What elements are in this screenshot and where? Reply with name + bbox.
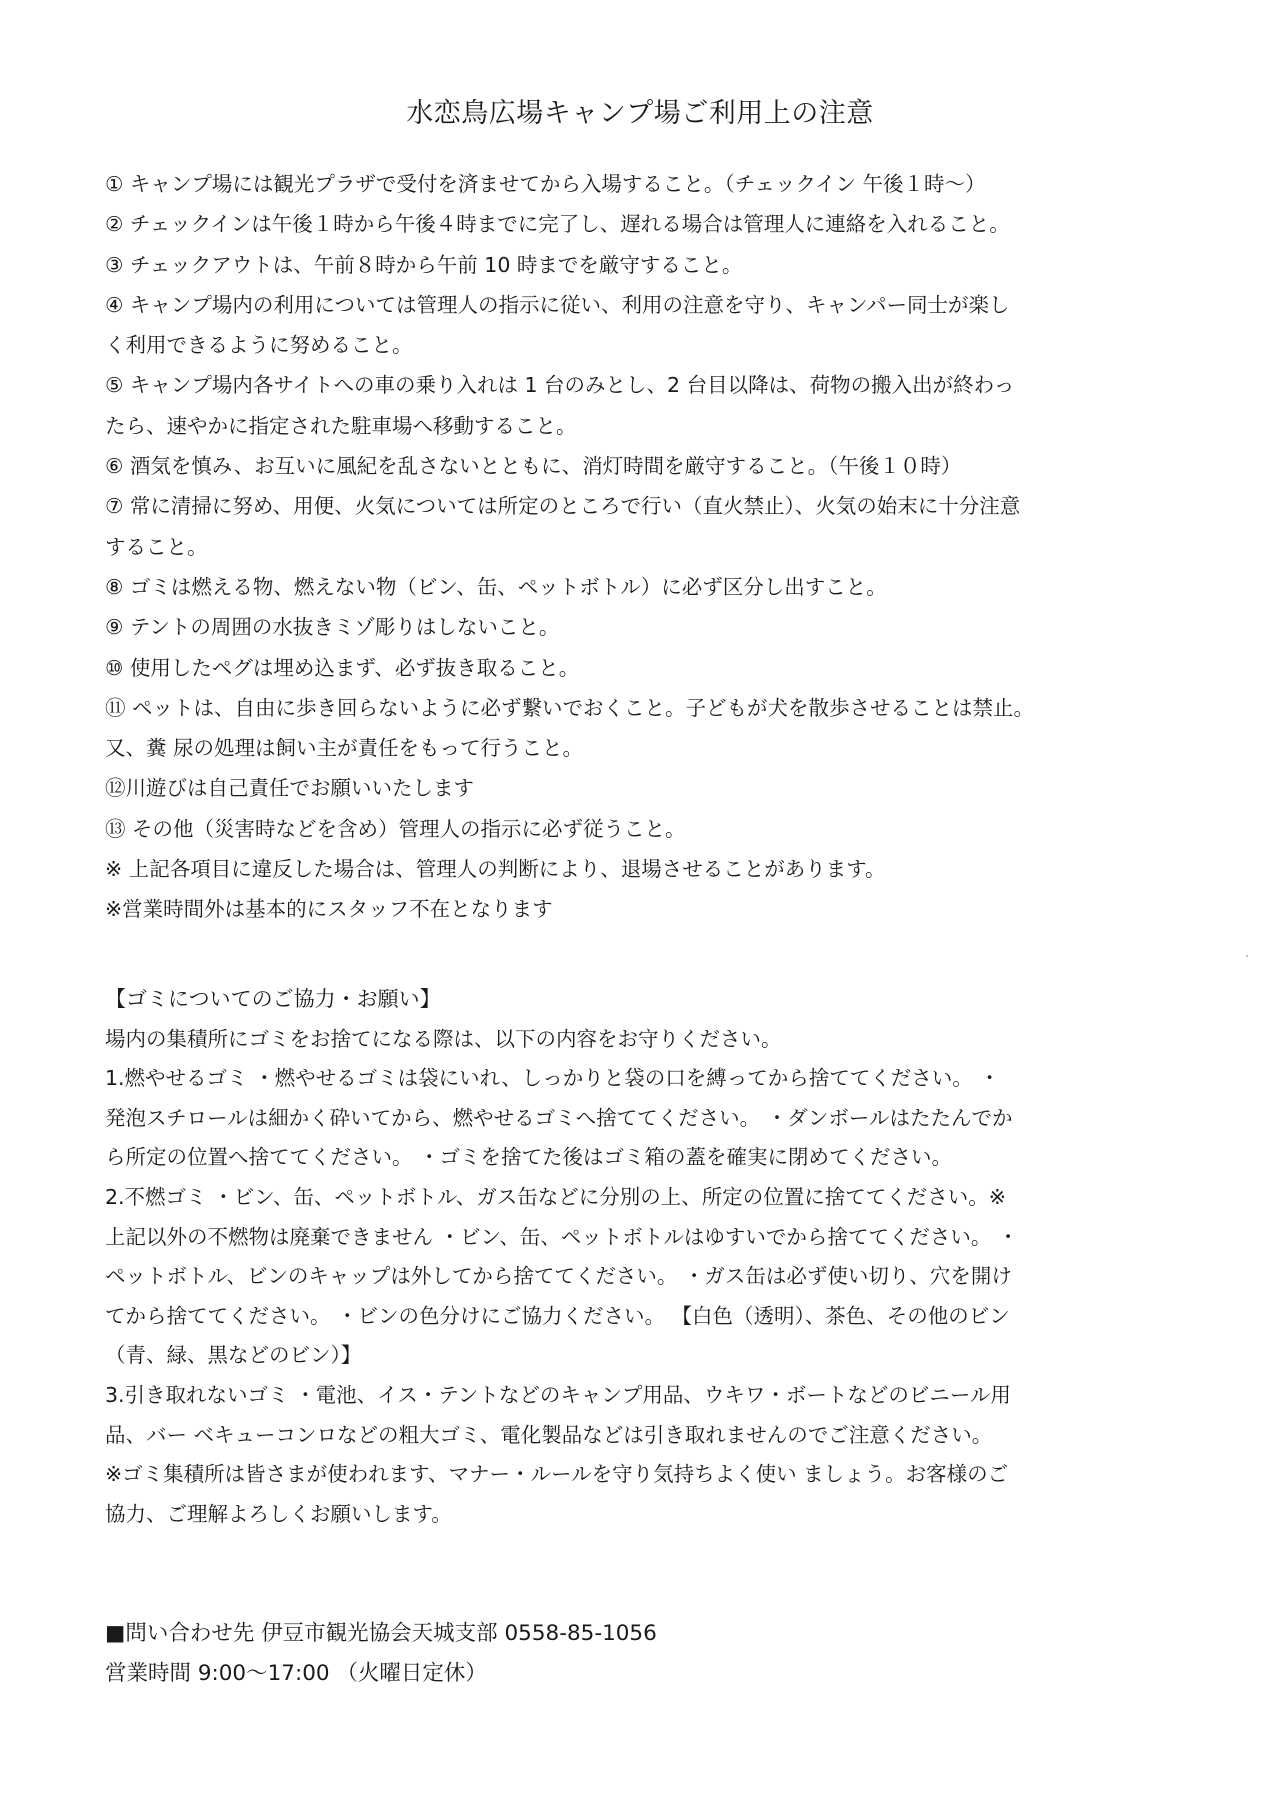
rule-line: ⑧ ゴミは燃える物、燃えない物（ビン、缶、ペットボトル）に必ず区分し出すこと。 bbox=[105, 574, 887, 599]
contact-inquiry: ■問い合わせ先 伊豆市観光協会天城支部 0558-85-1056 bbox=[105, 1621, 657, 1646]
rule-line: ⑥ 酒気を慎み、お互いに風紀を乱さないとともに、消灯時間を厳守すること。（午後１０時） bbox=[105, 454, 962, 479]
garbage-line: 協力、ご理解よろしくお願いします。 bbox=[105, 1501, 452, 1526]
garbage-line: 品、バー ベキューコンロなどの粗大ゴミ、電化製品などは引き取れませんのでご注意ください。 bbox=[105, 1422, 993, 1447]
rule-line: すること。 bbox=[105, 534, 208, 559]
garbage-line: 上記以外の不燃物は廃棄できません ・ビン、缶、ペットボトルはゆすいでから捨ててください。 ・ bbox=[105, 1224, 1019, 1249]
rule-line: ⑦ 常に清掃に努め、用便、火気については所定のところで行い（直火禁止）、火気の始末に十分注意 bbox=[105, 494, 1021, 519]
rule-line: ⑬ その他（災害時などを含め）管理人の指示に必ず従うこと。 bbox=[105, 816, 686, 841]
scan-speck bbox=[1246, 955, 1248, 957]
garbage-line: ら所定の位置へ捨ててください。 ・ゴミを捨てた後はゴミ箱の蓋を確実に閉めてください。 bbox=[105, 1145, 953, 1170]
garbage-section bbox=[105, 980, 1185, 1534]
garbage-line: （青、緑、黒などのビン）】 bbox=[105, 1343, 362, 1368]
rule-line: ③ チェックアウトは、午前８時から午前 10 時までを厳守すること。 bbox=[105, 252, 743, 277]
rule-line: ② チェックインは午後１時から午後４時までに完了し、遅れる場合は管理人に連絡を入れること。 bbox=[105, 212, 1010, 237]
rule-note: ※ 上記各項目に違反した場合は、管理人の判断により、退場させることがあります。 bbox=[105, 857, 886, 882]
rule-line: 又、糞 尿の処理は飼い主が責任をもって行うこと。 bbox=[105, 736, 584, 761]
rule-line: ① キャンプ場には観光プラザで受付を済ませてから入場すること。（チェックイン 午後１時～） bbox=[105, 172, 986, 196]
page-title: 水恋鳥広場キャンプ場ご利用上の注意 bbox=[406, 98, 874, 129]
garbage-heading: 【ゴミについてのご協力・お願い】 bbox=[105, 987, 441, 1011]
business-hours: 営業時間 9:00～17:00 （火曜日定休） bbox=[105, 1661, 487, 1686]
garbage-line: 3.引き取れないゴミ ・電池、イス・テントなどのキャンプ用品、ウキワ・ボートなどのビニール用 bbox=[105, 1382, 1011, 1407]
rule-line: ⑩ 使用したペグは埋め込まず、必ず抜き取ること。 bbox=[105, 655, 580, 680]
rule-line: く利用できるように努めること。 bbox=[105, 333, 413, 358]
rule-line: ⑫川遊びは自己責任でお願いいたします bbox=[105, 776, 474, 801]
garbage-line: 場内の集積所にゴミをお捨てになる際は、以下の内容をお守りください。 bbox=[105, 1026, 782, 1051]
rule-line: ⑤ キャンプ場内各サイトへの車の乗り入れは 1 台のみとし、2 台目以降は、荷物の搬入出が終わっ bbox=[105, 373, 1015, 398]
rule-line: ④ キャンプ場内の利用については管理人の指示に従い、利用の注意を守り、キャンパー同士が楽し bbox=[105, 292, 1010, 317]
garbage-line: てから捨ててください。 ・ビンの色分けにご協力ください。 【白色（透明）、茶色、その他のビン bbox=[105, 1303, 1010, 1328]
garbage-line: ※ゴミ集積所は皆さまが使われます、マナー・ルールを守り気持ちよく使い ましょう。お客様のご bbox=[105, 1462, 1009, 1487]
garbage-line: 2.不燃ゴミ ・ビン、缶、ペットボトル、ガス缶などに分別の上、所定の位置に捨ててください。※ bbox=[105, 1184, 1006, 1209]
garbage-line: ペットボトル、ビンのキャップは外してから捨ててください。 ・ガス缶は必ず使い切り、穴を開け bbox=[105, 1264, 1012, 1289]
garbage-line: 1.燃やせるゴミ ・燃やせるゴミは袋にいれ、しっかりと袋の口を縛ってから捨ててください。 ・ bbox=[105, 1066, 1000, 1091]
garbage-line: 発泡スチロールは細かく砕いてから、燃やせるゴミへ捨ててください。 ・ダンボールはたたんでか bbox=[105, 1105, 1013, 1130]
rule-line: たら、速やかに指定された駐車場へ移動すること。 bbox=[105, 413, 577, 438]
contact-section bbox=[105, 1614, 1185, 1694]
rules-list bbox=[105, 164, 1185, 930]
rule-note: ※営業時間外は基本的にスタッフ不在となります bbox=[105, 897, 553, 922]
rule-line: ⑪ ペットは、自由に歩き回らないように必ず繋いでおくこと。子どもが犬を散歩させることは禁止。 bbox=[105, 695, 1035, 720]
rule-line: ⑨ テントの周囲の水抜きミゾ彫りはしないこと。 bbox=[105, 615, 560, 640]
